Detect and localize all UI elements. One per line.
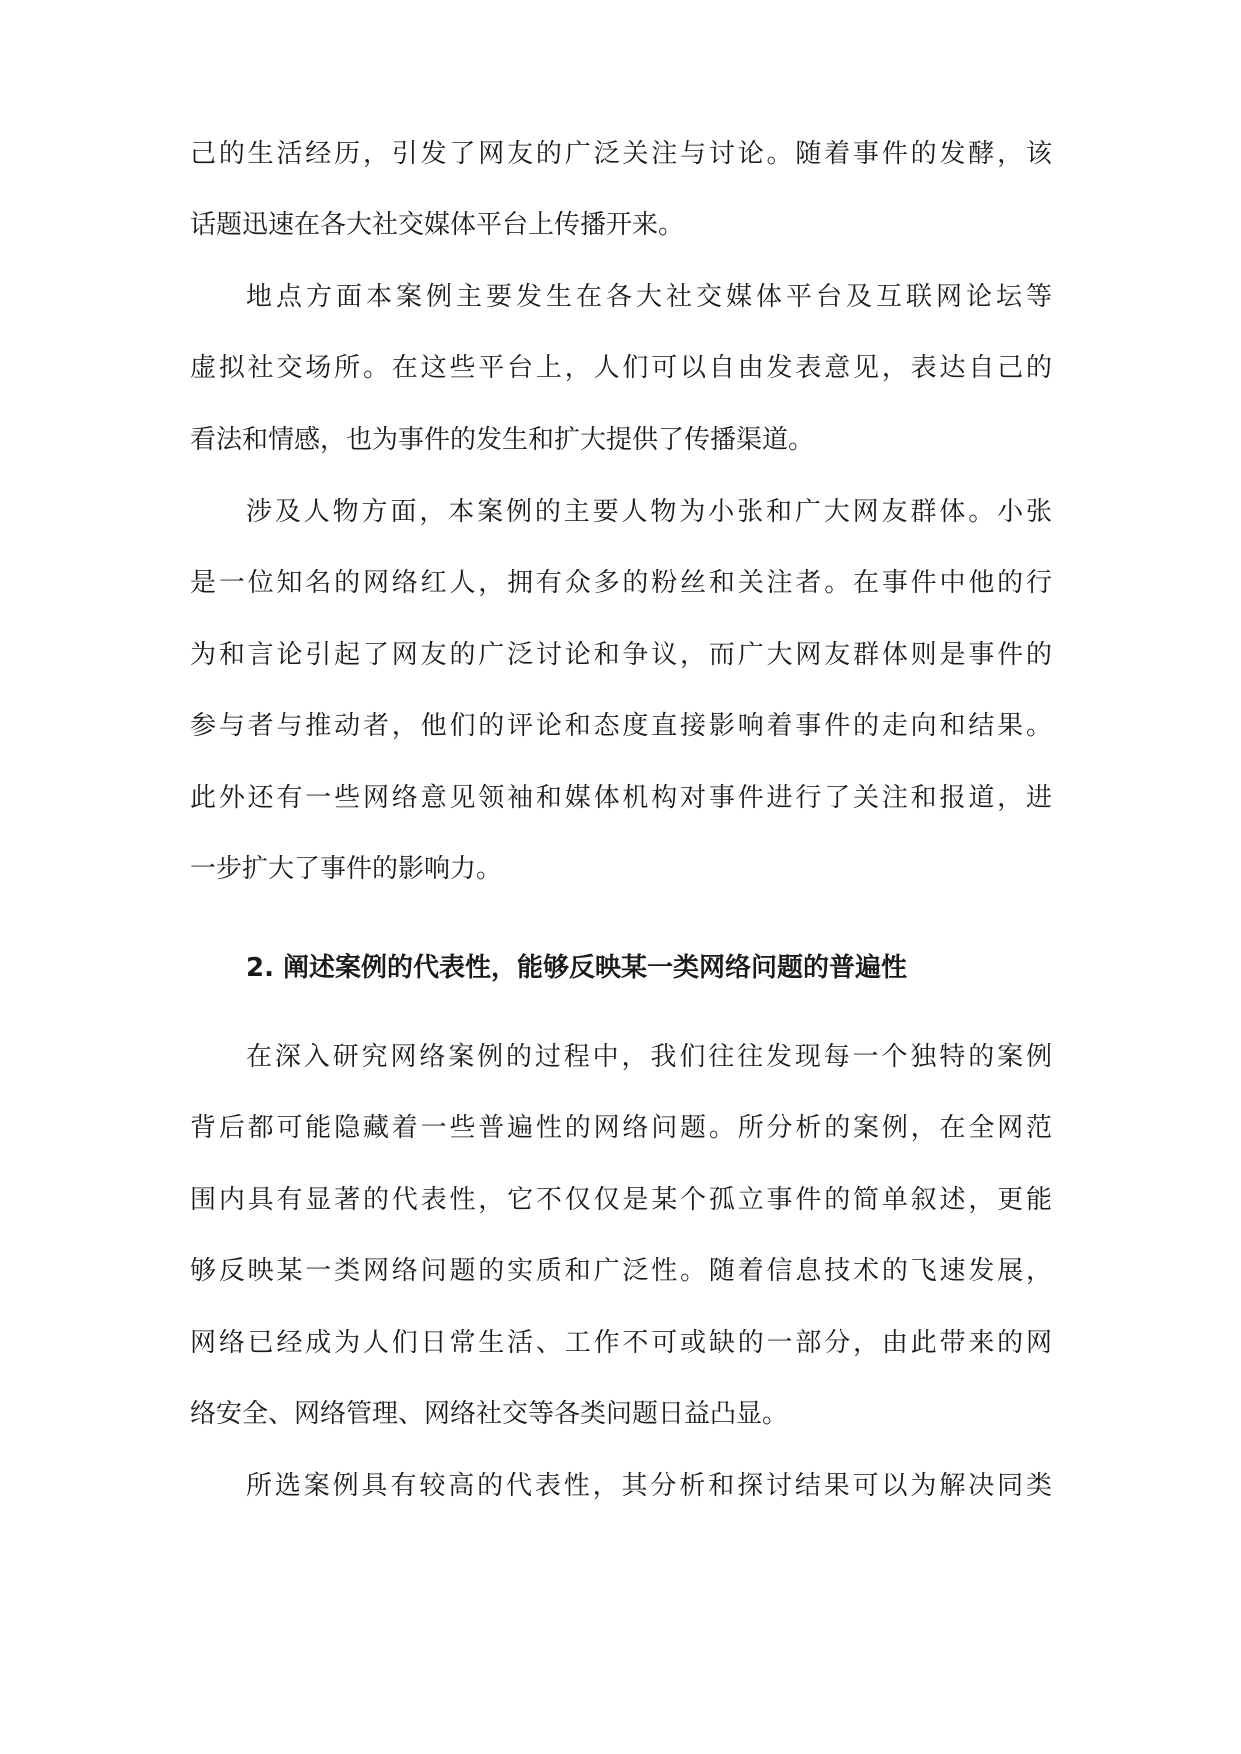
text-line: 涉及人物方面，本案例的主要人物为小张和广大网友群体。小张 (246, 497, 1052, 527)
text-line: 是一位知名的网络红人，拥有众多的粉丝和关注者。在事件中他的行 (190, 568, 1052, 598)
text-line: 看法和情感，也为事件的发生和扩大提供了传播渠道。 (190, 425, 815, 455)
text-line: 网络已经成为人们日常生活、工作不可或缺的一部分，由此带来的网 (190, 1328, 1052, 1358)
text-line: 为和言论引起了网友的广泛讨论和争议，而广大网友群体则是事件的 (190, 640, 1052, 670)
text-line: 所选案例具有较高的代表性，其分析和探讨结果可以为解决同类 (246, 1471, 1052, 1501)
text-line: 在深入研究网络案例的过程中，我们往往发现每一个独特的案例 (246, 1042, 1052, 1072)
text-line: 此外还有一些网络意见领袖和媒体机构对事件进行了关注和报道，进 (190, 783, 1052, 813)
text-line: 够反映某一类网络问题的实质和广泛性。随着信息技术的飞速发展， (190, 1256, 1052, 1286)
text-line: 虚拟社交场所。在这些平台上，人们可以自由发表意见，表达自己的 (190, 353, 1052, 383)
text-line: 己的生活经历，引发了网友的广泛关注与讨论。随着事件的发酵，该 (190, 139, 1052, 169)
text-line: 围内具有显著的代表性，它不仅仅是某个孤立事件的简单叙述，更能 (190, 1185, 1052, 1215)
text-line: 一步扩大了事件的影响力。 (190, 854, 503, 884)
text-line: 地点方面本案例主要发生在各大社交媒体平台及互联网论坛等 (246, 282, 1052, 312)
text-line: 背后都可能隐藏着一些普遍性的网络问题。所分析的案例，在全网范 (190, 1113, 1052, 1143)
text-line: 话题迅速在各大社交媒体平台上传播开来。 (190, 210, 685, 240)
section-heading: 2. 阐述案例的代表性，能够反映某一类网络问题的普遍性 (246, 953, 908, 983)
text-line: 络安全、网络管理、网络社交等各类问题日益凸显。 (190, 1399, 789, 1429)
text-line: 参与者与推动者，他们的评论和态度直接影响着事件的走向和结果。 (190, 711, 1052, 741)
